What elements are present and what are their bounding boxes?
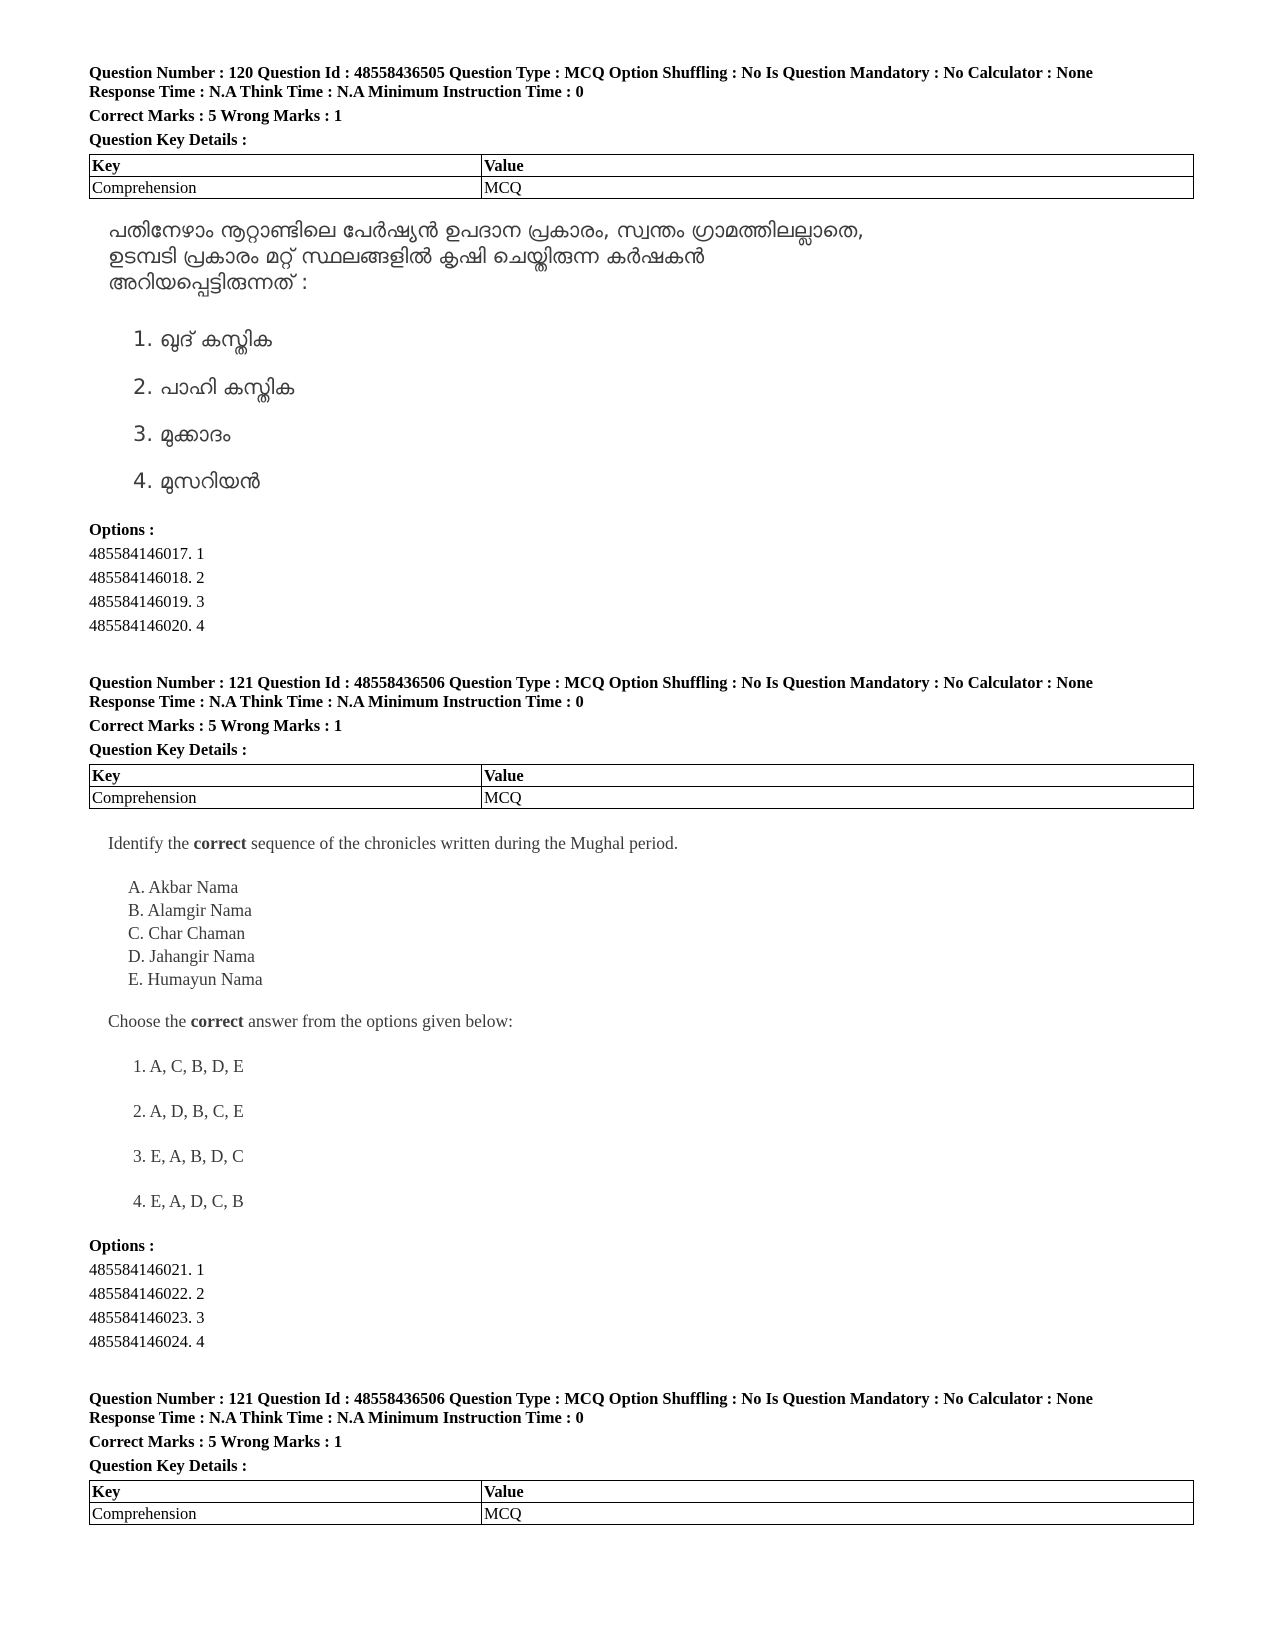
list-item: D. Jahangir Nama	[128, 946, 255, 966]
choose-instruction: Choose the correct answer from the options given below:	[108, 1011, 514, 1031]
choice: 1. ഖുദ് കസ്തിക	[133, 327, 272, 351]
question-block-121-repeat	[89, 1389, 1194, 1525]
question-marks: Correct Marks : 5 Wrong Marks : 1	[89, 1432, 343, 1451]
option-item: 485584146024. 4	[89, 1332, 205, 1351]
option-item: 485584146021. 1	[89, 1260, 205, 1279]
stem-line: ഉടമ്പടി പ്രകാരം മറ്റ് സ്ഥലങ്ങളിൽ കൃഷി ചെയ്തിരുന്ന കർഷകൻ	[108, 244, 705, 268]
choice: 3. മുക്കാദം	[133, 422, 231, 446]
key-details-table	[89, 1480, 1194, 1525]
question-stem-121: Identify the correct sequence of the chronicles written during the Mughal period.	[108, 833, 679, 853]
value-header: Value	[482, 1481, 1194, 1503]
question-block-121	[89, 673, 1194, 809]
list-item: B. Alamgir Nama	[128, 900, 252, 920]
question-meta-line-1: Question Number : 121 Question Id : 48558436506 Question Type : MCQ Option Shuffling : No Is Question Mandatory : No Calculator : None	[89, 673, 1093, 692]
option-item: 485584146018. 2	[89, 568, 205, 587]
options-label: Options :	[89, 1236, 155, 1255]
options-label: Options :	[89, 520, 155, 539]
key-cell: Comprehension	[90, 787, 482, 809]
question-meta-line-1: Question Number : 121 Question Id : 48558436506 Question Type : MCQ Option Shuffling : No Is Question Mandatory : No Calculator : None	[89, 1389, 1093, 1408]
choice: 4. മുസറിയൻ	[133, 469, 260, 493]
question-meta-line-2: Response Time : N.A Think Time : N.A Minimum Instruction Time : 0	[89, 1408, 584, 1427]
choice: 4. E, A, D, C, B	[133, 1191, 244, 1211]
options-block-121	[89, 1234, 205, 1354]
option-item: 485584146023. 3	[89, 1308, 205, 1327]
question-meta-line-2: Response Time : N.A Think Time : N.A Minimum Instruction Time : 0	[89, 82, 584, 101]
stem-line: അറിയപ്പെട്ടിരുന്നത് :	[108, 270, 309, 294]
question-stem-image-120	[108, 217, 864, 295]
options-block-120	[89, 518, 205, 638]
key-details-label: Question Key Details :	[89, 130, 248, 149]
key-header: Key	[90, 765, 482, 787]
list-item: A. Akbar Nama	[128, 877, 239, 897]
key-details-table	[89, 764, 1194, 809]
question-marks: Correct Marks : 5 Wrong Marks : 1	[89, 106, 343, 125]
choice: 3. E, A, B, D, C	[133, 1146, 244, 1166]
choice: 1. A, C, B, D, E	[133, 1056, 244, 1076]
stem-line: പതിനേഴാം നൂറ്റാണ്ടിലെ പേർഷ്യൻ ഉപദാന പ്രകാരം, സ്വന്തം ഗ്രാമത്തിലല്ലാതെ,	[108, 218, 864, 242]
list-item: C. Char Chaman	[128, 923, 246, 943]
chronicle-list	[128, 876, 263, 991]
key-header: Key	[90, 155, 482, 177]
emphasis: correct	[193, 833, 247, 853]
option-item: 485584146020. 4	[89, 616, 205, 635]
question-meta-line-2: Response Time : N.A Think Time : N.A Minimum Instruction Time : 0	[89, 692, 584, 711]
key-details-table	[89, 154, 1194, 199]
option-item: 485584146017. 1	[89, 544, 205, 563]
key-cell: Comprehension	[90, 1503, 482, 1525]
value-cell: MCQ	[482, 787, 1194, 809]
value-cell: MCQ	[482, 1503, 1194, 1525]
choice: 2. A, D, B, C, E	[133, 1101, 244, 1121]
emphasis: correct	[190, 1011, 244, 1031]
question-block-120	[89, 63, 1194, 199]
key-cell: Comprehension	[90, 177, 482, 199]
value-cell: MCQ	[482, 177, 1194, 199]
value-header: Value	[482, 155, 1194, 177]
list-item: E. Humayun Nama	[128, 969, 263, 989]
value-header: Value	[482, 765, 1194, 787]
option-item: 485584146022. 2	[89, 1284, 205, 1303]
choice: 2. പാഹി കസ്തിക	[133, 375, 295, 399]
option-item: 485584146019. 3	[89, 592, 205, 611]
question-marks: Correct Marks : 5 Wrong Marks : 1	[89, 716, 343, 735]
key-details-label: Question Key Details :	[89, 1456, 248, 1475]
key-header: Key	[90, 1481, 482, 1503]
key-details-label: Question Key Details :	[89, 740, 248, 759]
question-meta-line-1: Question Number : 120 Question Id : 48558436505 Question Type : MCQ Option Shuffling : No Is Question Mandatory : No Calculator : None	[89, 63, 1093, 82]
